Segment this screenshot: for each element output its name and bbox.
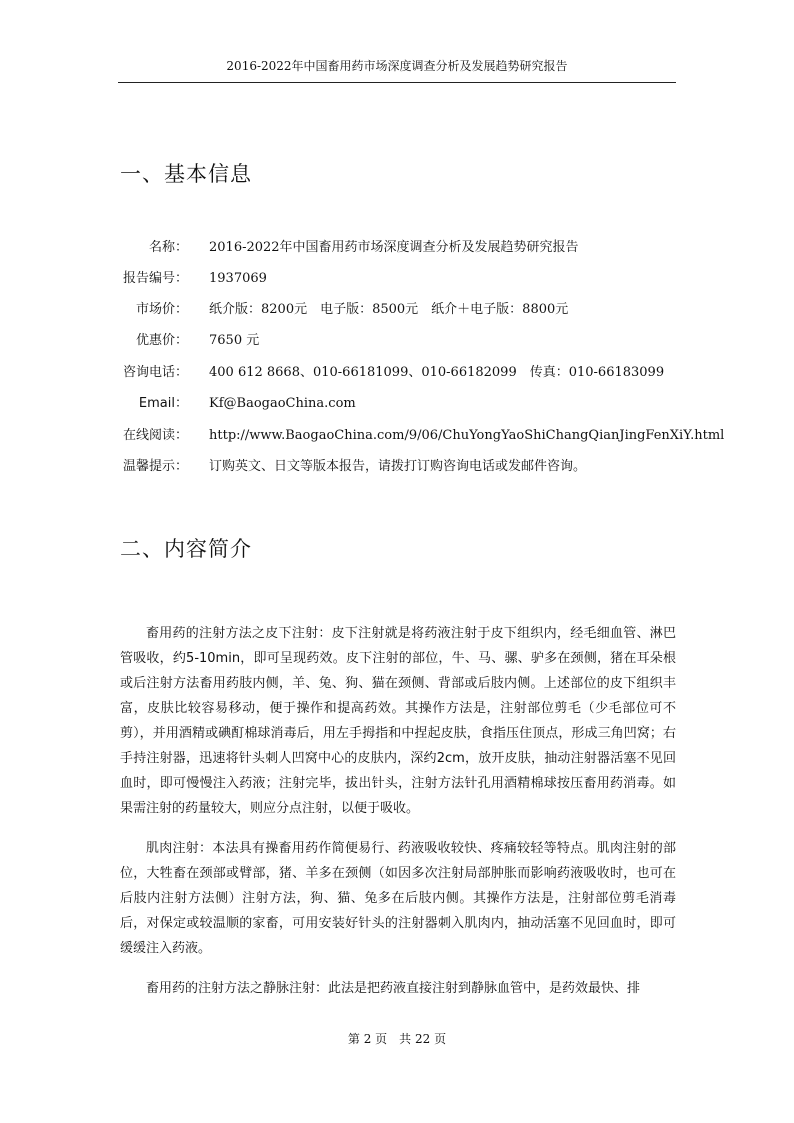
info-label: 报告编号： — [122, 271, 188, 286]
info-label: 在线阅读： — [122, 428, 188, 443]
body-paragraph: 肌肉注射：本法具有操畜用药作简便易行、药液吸收较快、疼痛较轻等特点。肌肉注射的部位，大牲畜在颈部或臂部，猪、羊多在颈侧（如因多次注射局部肿胀而影响药液吸收时，也可在后肢内注射方法侧）注射方法，狗、猫、兔多在后肢内侧。其操作方法是，注射部位剪毛消毒后，对保定或较温顺的家畜，可用安装好针头的注射器刺入肌肉内，抽动活塞不见回血时，即可缓缓注入药液。 — [120, 841, 676, 956]
info-value: 订购英文、日文等版本报告，请拨打订购咨询电话或发邮件咨询。 — [209, 459, 587, 474]
info-value: 1937069 — [209, 271, 267, 286]
online-reading-link[interactable]: http://www.BaogaoChina.com/9/06/ChuYongYaoShiChangQianJingFenXiY.html — [209, 428, 725, 443]
info-label: 名称： — [148, 240, 188, 255]
info-value: 400 612 8668、010-66181099、010-66182099 传真：010-66183099 — [209, 365, 665, 380]
header-title: 2016-2022年中国畜用药市场深度调查分析及发展趋势研究报告 — [226, 59, 568, 73]
page-header — [118, 56, 676, 83]
info-label: 市场价： — [135, 302, 188, 317]
info-label: 优惠价： — [135, 333, 188, 348]
page-number: 第 2 页 共 22 页 — [347, 1032, 447, 1046]
section-title-summary: 二、内容简介 — [120, 537, 252, 561]
info-value: 纸介版：8200元 电子版：8500元 纸介＋电子版：8800元 — [209, 302, 569, 317]
page-footer — [0, 1030, 794, 1047]
info-label: 温馨提示： — [122, 459, 188, 474]
info-value: 7650 元 — [209, 333, 260, 348]
info-label: 咨询电话： — [122, 365, 188, 380]
info-label: Email： — [138, 396, 188, 411]
section-title-basic-info: 一、基本信息 — [120, 162, 252, 186]
body-paragraph: 畜用药的注射方法之静脉注射：此法是把药液直接注射到静脉血管中，是药效最快、排 — [146, 981, 641, 996]
email-link[interactable]: Kf@BaogaoChina.com — [209, 396, 356, 411]
body-paragraph: 畜用药的注射方法之皮下注射：皮下注射就是将药液注射于皮下组织内，经毛细血管、淋巴管吸收，约5-10min，即可呈现药效。皮下注射的部位，牛、马、骡、驴多在颈侧，猪在耳朵根或后注射方法畜用药肢内侧，羊、兔、狗、猫在颈侧、背部或后肢内侧。上述部位的皮下组织丰富，皮肤比较容易移动，便于操作和提高药效。其操作方法是，注射部位剪毛（少毛部位可不剪），并用酒精或碘酊棉球消毒后，用左手拇指和中捏起皮肤，食指压住顶点，形成三角凹窝；右手持注射器，迅速将针头刺人凹窝中心的皮肤内，深约2cm，放开皮肤，抽动注射器活塞不见回血时，即可慢慢注入药液；注射完毕，拔出针头，注射方法针孔用酒精棉球按压畜用药消毒。如果需注射的药量较大，则应分点注射，以便于吸收。 — [120, 626, 676, 816]
info-value: 2016-2022年中国畜用药市场深度调查分析及发展趋势研究报告 — [209, 240, 579, 255]
